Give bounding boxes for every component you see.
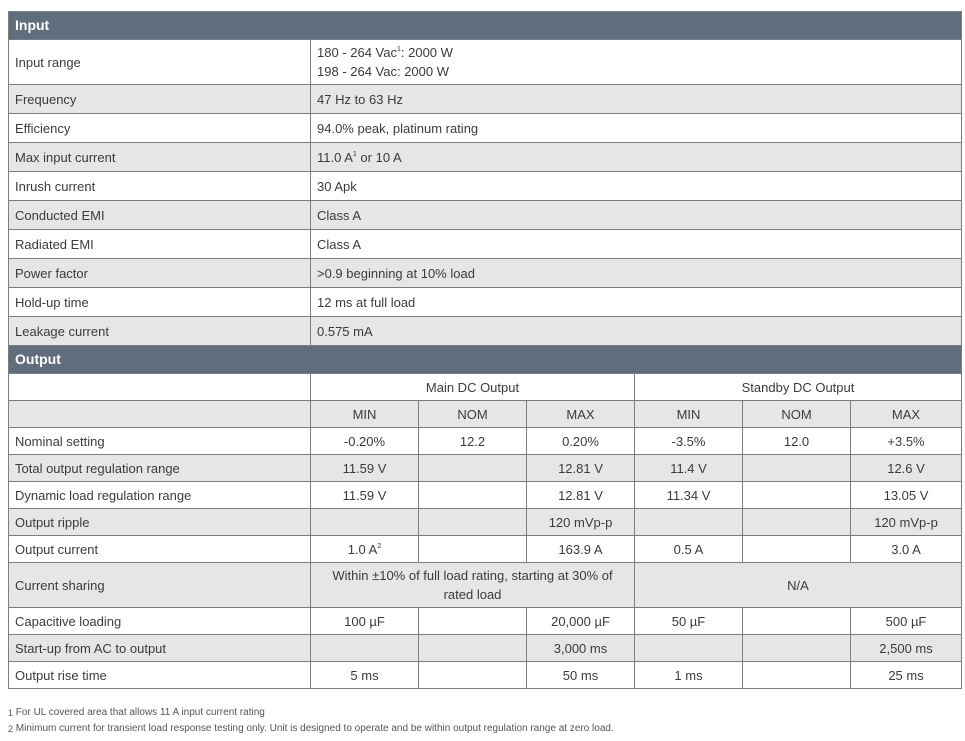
row-label: Dynamic load regulation range [9, 482, 311, 509]
cell: 120 mVp-p [851, 509, 962, 536]
column-header: MAX [851, 401, 962, 428]
column-header: MAX [527, 401, 635, 428]
group-header-main: Main DC Output [311, 374, 635, 401]
footnote-ref: 2 [377, 542, 382, 550]
table-row [9, 455, 962, 482]
cell: 3,000 ms [527, 635, 635, 662]
cell: 11.59 V [311, 482, 419, 509]
cell [419, 455, 527, 482]
cell [311, 536, 419, 563]
value-text: : 2000 W [400, 45, 453, 60]
cell: 12.6 V [851, 455, 962, 482]
empty-cell [9, 401, 311, 428]
table-row [9, 563, 962, 608]
cell [419, 509, 527, 536]
cell: 25 ms [851, 662, 962, 689]
column-header: NOM [743, 401, 851, 428]
row-value: Class A [311, 230, 962, 259]
row-label: Start-up from AC to output [9, 635, 311, 662]
value-text: 198 - 264 Vac: 2000 W [317, 64, 450, 79]
cell: +3.5% [851, 428, 962, 455]
row-value: 0.575 mA [311, 317, 962, 346]
row-label: Current sharing [9, 563, 311, 608]
cell [743, 482, 851, 509]
spec-table-container [8, 11, 961, 689]
cell: 5 ms [311, 662, 419, 689]
column-header: MIN [311, 401, 419, 428]
footnote-number: 1 [8, 708, 14, 718]
value-text: or 10 A [356, 149, 402, 165]
cell: 1 ms [635, 662, 743, 689]
cell-sharing-main: Within ±10% of full load rating, starting at 30% of rated load [311, 563, 635, 608]
cell [743, 635, 851, 662]
table-row [9, 288, 962, 317]
table-row [9, 608, 962, 635]
row-label: Hold-up time [9, 288, 311, 317]
column-header: NOM [419, 401, 527, 428]
table-row [9, 40, 962, 85]
row-value: 94.0% peak, platinum rating [311, 114, 962, 143]
row-label: Output current [9, 536, 311, 563]
output-table [8, 345, 962, 689]
table-row [9, 172, 962, 201]
table-row [9, 317, 962, 346]
table-row [9, 114, 962, 143]
row-label: Efficiency [9, 114, 311, 143]
group-header-standby: Standby DC Output [635, 374, 962, 401]
row-value: >0.9 beginning at 10% load [311, 259, 962, 288]
row-label: Nominal setting [9, 428, 311, 455]
cell [743, 509, 851, 536]
table-row [9, 85, 962, 114]
input-table [8, 11, 962, 346]
footnote-text: Minimum current for transient load response testing only. Unit is designed to operate and be within output regulation range at zero load. [15, 723, 614, 734]
table-row [9, 662, 962, 689]
row-value [311, 143, 962, 172]
cell: 11.34 V [635, 482, 743, 509]
cell [419, 482, 527, 509]
cell: 13.05 V [851, 482, 962, 509]
table-row [9, 259, 962, 288]
table-row [9, 509, 962, 536]
footnote-number: 2 [8, 724, 14, 734]
row-label: Radiated EMI [9, 230, 311, 259]
cell-sharing-standby: N/A [635, 563, 962, 608]
row-value [311, 40, 962, 85]
row-label: Frequency [9, 85, 311, 114]
row-label: Max input current [9, 143, 311, 172]
cell: 12.81 V [527, 455, 635, 482]
cell: 20,000 µF [527, 608, 635, 635]
row-value: 47 Hz to 63 Hz [311, 85, 962, 114]
row-label: Input range [9, 40, 311, 85]
table-row [9, 374, 962, 401]
footnote-ref: 1 [396, 46, 401, 53]
column-header: MIN [635, 401, 743, 428]
row-label: Total output regulation range [9, 455, 311, 482]
table-row [9, 201, 962, 230]
cell [743, 662, 851, 689]
cell: 12.2 [419, 428, 527, 455]
footnotes [8, 705, 614, 737]
cell: 11.4 V [635, 455, 743, 482]
row-label: Leakage current [9, 317, 311, 346]
cell [743, 608, 851, 635]
cell [311, 509, 419, 536]
cell [743, 455, 851, 482]
cell [635, 635, 743, 662]
cell: 100 µF [311, 608, 419, 635]
input-heading: Input [9, 12, 962, 40]
row-label: Conducted EMI [9, 201, 311, 230]
value-text: 11.0 A [317, 149, 353, 165]
row-label: Capacitive loading [9, 608, 311, 635]
footnote-text: For UL covered area that allows 11 A input current rating [15, 707, 265, 718]
row-label: Inrush current [9, 172, 311, 201]
table-row [9, 230, 962, 259]
table-row [9, 635, 962, 662]
footnote-ref: 1 [352, 150, 357, 158]
footnote [8, 721, 614, 737]
row-value: Class A [311, 201, 962, 230]
cell: -3.5% [635, 428, 743, 455]
cell [635, 509, 743, 536]
cell: 50 ms [527, 662, 635, 689]
cell [743, 536, 851, 563]
table-row [9, 536, 962, 563]
row-label: Power factor [9, 259, 311, 288]
cell: 120 mVp-p [527, 509, 635, 536]
footnote [8, 705, 614, 721]
cell: 12.0 [743, 428, 851, 455]
cell: 50 µF [635, 608, 743, 635]
row-label: Output rise time [9, 662, 311, 689]
cell [419, 662, 527, 689]
cell: 163.9 A [527, 536, 635, 563]
cell [419, 536, 527, 563]
cell: 0.20% [527, 428, 635, 455]
row-value: 30 Apk [311, 172, 962, 201]
cell [419, 608, 527, 635]
cell: -0.20% [311, 428, 419, 455]
cell: 0.5 A [635, 536, 743, 563]
row-label: Output ripple [9, 509, 311, 536]
cell: 500 µF [851, 608, 962, 635]
value-text: 180 - 264 Vac [317, 45, 397, 60]
table-row [9, 428, 962, 455]
cell: 2,500 ms [851, 635, 962, 662]
cell: 11.59 V [311, 455, 419, 482]
table-row [9, 143, 962, 172]
cell: 12.81 V [527, 482, 635, 509]
empty-cell [9, 374, 311, 401]
row-value: 12 ms at full load [311, 288, 962, 317]
table-row [9, 482, 962, 509]
cell [419, 635, 527, 662]
value-text: 1.0 A [347, 541, 378, 557]
cell: 3.0 A [851, 536, 962, 563]
output-heading: Output [9, 346, 962, 374]
table-row [9, 401, 962, 428]
cell [311, 635, 419, 662]
